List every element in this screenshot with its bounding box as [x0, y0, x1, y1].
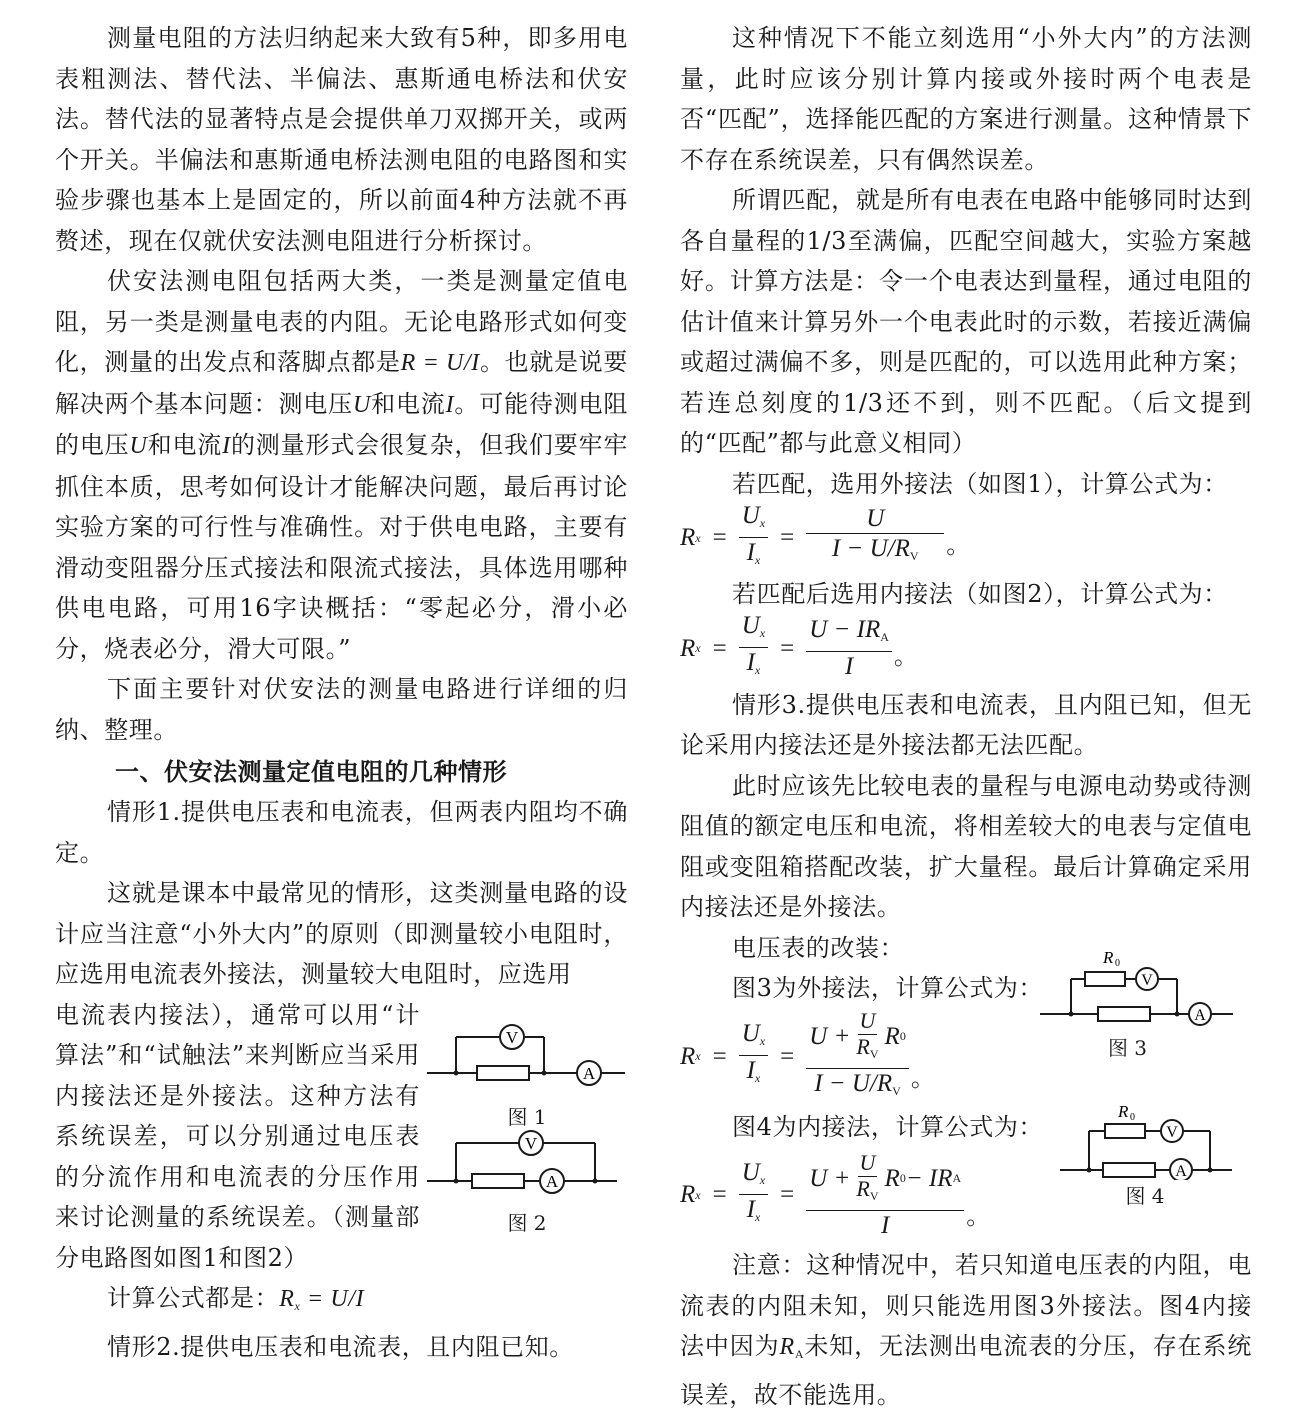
voltmeter-label: V	[1141, 972, 1153, 989]
numerator: U	[741, 1020, 760, 1047]
case2-paragraph: 情形2.提供电压表和电流表，且内阻已知。	[107, 1332, 574, 1361]
subscript: x	[759, 515, 766, 530]
r0-subscript: 0	[1130, 1112, 1135, 1123]
symbol-R: R	[680, 1181, 696, 1208]
case1-paragraph: 情形1.提供电压表和电流表，但两表内阻均不确定。	[55, 798, 628, 867]
equals: =	[712, 1042, 727, 1070]
subscript: V	[892, 1083, 901, 1098]
intro-paragraph: 测量电阻的方法归纳起来大致有5种，即多用电表粗测法、替代法、半偏法、惠斯通电桥法和伏安法。替代法的显著特点是会提供单刀双掷开关，或两个开关。半偏法和惠斯通电桥法测电阻的电路图和实验步骤也基本上是固定的，所以前面4种方法就不再赘述，现在仅就伏安法测电阻进行分析探讨。	[55, 24, 628, 255]
symbol-I: I	[222, 433, 231, 459]
inner-denominator: R	[856, 1175, 870, 1201]
fraction	[806, 1150, 964, 1241]
text-segment: 和电流	[370, 389, 446, 418]
denominator: I	[881, 1211, 890, 1239]
fig4-intro: 图4为内接法，计算公式为：	[732, 1112, 1044, 1141]
subscript: x	[759, 1034, 766, 1048]
denominator: I − U/R	[831, 535, 910, 562]
figure-4-caption: 图 4	[1125, 1184, 1165, 1208]
inner-fraction	[854, 1150, 880, 1208]
r0-label: R	[1103, 948, 1114, 967]
equals: =	[780, 1042, 795, 1070]
figure-4	[1060, 1098, 1235, 1209]
numerator-tail: − IR	[905, 1164, 953, 1192]
subscript: x	[695, 641, 701, 655]
text-segment: 未知，无法测出电流表的分压，存在系统误差，故不能选用。	[680, 1332, 1252, 1409]
subscript: 0	[899, 1171, 906, 1185]
summary-paragraph: 下面主要针对伏安法的测量电路进行详细的归纳、整理。	[55, 675, 628, 744]
formula-internal	[680, 612, 1252, 681]
symbol-I: I	[445, 391, 455, 418]
internal-method-paragraph: 若匹配后选用内接法（如图2），计算公式为：	[732, 580, 1228, 608]
case3-paragraph: 情形3.提供电压表和电流表，且内阻已知，但无论采用内接法还是外接法都无法匹配。	[680, 690, 1252, 759]
figure-3-caption: 图 3	[1107, 1036, 1148, 1060]
fraction	[739, 1159, 768, 1232]
equals: =	[780, 1181, 795, 1208]
numerator: U	[741, 1158, 760, 1186]
symbol-R: R	[279, 1286, 295, 1312]
numerator: U	[866, 505, 885, 532]
subscript: A	[952, 1171, 962, 1185]
numerator: U	[741, 501, 760, 529]
ammeter-label: A	[545, 1171, 559, 1191]
symbol-R: R	[779, 1334, 795, 1360]
subscript-x: x	[294, 1299, 301, 1313]
circuit-diagram-1	[427, 1021, 627, 1101]
circuit-diagram-2	[427, 1129, 627, 1207]
symbol-R: R	[680, 634, 696, 662]
numerator-part: U +	[809, 1164, 851, 1192]
denominator: I	[746, 649, 755, 676]
text-segment: 注意：这种情况中，若只知道电压表的内阻，电流表的内阻未知，则只能选用图3外接法。图4内接法中因为	[680, 1251, 1252, 1360]
r0-subscript: 0	[1115, 958, 1120, 969]
case1-detail-continued: 电流表内接法），通常可以用“计算法”和“试触法”来判断应当采用内接法还是外接法。这种方法有系统误差，可以分别通过电压表的分流作用和电流表的分压作用来讨论测量的系统误差。（测量部分电路图如图1和图2）	[55, 1000, 420, 1272]
note-paragraph	[680, 1245, 1252, 1415]
fraction	[806, 505, 944, 571]
denominator: I	[746, 538, 755, 566]
ammeter-label: A	[1194, 1007, 1206, 1024]
equals: =	[780, 524, 795, 551]
text-segment: 伏安法测电阻包括两大类，一类是测量定值电阻，另一类是测量电表的内阻。无论电路形式如何变化，测量的出发点和落脚点都是	[55, 267, 628, 376]
subscript: x	[759, 1172, 766, 1187]
period: 。	[893, 643, 918, 670]
wrapped-figure-block	[55, 995, 628, 1279]
fraction	[739, 612, 768, 685]
symbol-R0: R	[884, 1164, 900, 1192]
equals: =	[712, 1181, 727, 1208]
period: 。	[946, 533, 971, 559]
symbol-R0: R	[884, 1022, 900, 1050]
subscript: V	[909, 549, 919, 563]
inner-fraction	[854, 1008, 880, 1066]
subscript: x	[754, 1209, 761, 1224]
subscript: x	[695, 1187, 701, 1202]
case1-detail-paragraph: 这就是课本中最常见的情形，这类测量电路的设计应当注意“小外大内”的原则（即测量较小电阻时，应选用电流表外接法，测量较大电阻时，应选用	[55, 879, 628, 988]
voltmeter-label: V	[505, 1027, 519, 1047]
symbol-U: U	[129, 433, 148, 459]
inner-numerator: U	[859, 1149, 876, 1175]
fig3-intro: 图3为外接法，计算公式为：	[732, 974, 1044, 1002]
equals: =	[712, 634, 727, 662]
subscript: x	[695, 530, 701, 545]
numerator-part: U +	[809, 1022, 851, 1050]
figure-2-caption: 图 2	[507, 1210, 547, 1235]
figure-2	[427, 1129, 627, 1236]
fraction	[806, 1008, 909, 1106]
text-segment: 和电流	[147, 431, 223, 459]
fraction	[806, 616, 892, 682]
inner-denominator: R	[856, 1033, 870, 1059]
circuit-diagram-3	[1040, 944, 1235, 1032]
denominator: I	[746, 1195, 755, 1223]
text-segment: 的测量形式会很复杂，但我们要牢牢抓住本质，思考如何设计才能解决问题，最后再讨论实验方案的可行性与准确性。对于供电电路，主要有滑动变阻器分压式接法和限流式接法，具体选用哪种供电电路，可用16字诀概括：“零起必分，滑小必分，烧表必分，滑大可限。”	[55, 431, 628, 663]
matching-intro-paragraph: 这种情况下不能立刻选用“小外大内”的方法测量，此时应该分别计算内接或外接时两个电表是否“匹配”，选择能匹配的方案进行测量。这种情景下不存在系统误差，只有偶然误差。	[680, 24, 1252, 174]
ohm-formula: R = U/I	[400, 350, 480, 376]
fraction	[739, 1020, 768, 1093]
denominator: I	[844, 652, 854, 680]
equals: =	[712, 524, 727, 551]
left-column	[55, 18, 628, 1367]
ammeter-label: A	[582, 1063, 596, 1083]
voltmeter-label: V	[524, 1133, 538, 1153]
subscript: x	[754, 663, 761, 677]
numerator: U	[741, 612, 760, 639]
formula-rest: = U/I	[300, 1286, 365, 1312]
ammeter-label: A	[1175, 1163, 1187, 1180]
circuit-diagram-4	[1060, 1098, 1235, 1180]
subscript-A: A	[794, 1347, 805, 1361]
figure-1-caption: 图 1	[507, 1104, 547, 1129]
symbol-R: R	[680, 524, 696, 551]
section-heading: 一、伏安法测量定值电阻的几种情形	[115, 758, 507, 786]
denominator: I	[746, 1057, 755, 1084]
subscript: x	[695, 1049, 701, 1063]
denominator: I − U/R	[814, 1069, 893, 1097]
numerator: U − IR	[809, 615, 881, 643]
subscript: 0	[899, 1029, 906, 1043]
subscript: x	[759, 626, 766, 640]
figure-3	[1040, 944, 1235, 1061]
external-method-paragraph: 若匹配，选用外接法（如图1），计算公式为：	[732, 469, 1228, 498]
equals: =	[780, 634, 795, 662]
formula-external	[680, 501, 1252, 570]
voltmeter-label: V	[1166, 1124, 1178, 1141]
formula-label: 计算公式都是：	[107, 1284, 280, 1312]
figure-1	[427, 1021, 627, 1130]
period: 。	[910, 1065, 935, 1092]
symbol-R: R	[680, 1042, 696, 1070]
subscript: V	[869, 1188, 879, 1203]
subscript: A	[880, 629, 889, 644]
voltammetry-paragraph	[55, 261, 628, 669]
period: 。	[966, 1204, 991, 1230]
voltmeter-conversion-label: 电压表的改装：	[732, 933, 905, 962]
subscript: x	[754, 1071, 761, 1085]
subscript: V	[869, 1046, 879, 1061]
symbol-U: U	[352, 391, 371, 418]
conversion-paragraph: 此时应该先比较电表的量程与电源电动势或待测阻值的额定电压和电流，将相差较大的电表与定值电阻或变阻箱搭配改装，扩大量程。最后计算确定采用内接法还是外接法。	[680, 771, 1252, 921]
matching-definition-paragraph: 所谓匹配，就是所有电表在电路中能够同时达到各自量程的1/3至满偏，匹配空间越大，实验方案越好。计算方法是：令一个电表达到量程，通过电阻的估计值来计算另外一个电表此时的示数，若接近满偏或超过满偏不多，则是匹配的，可以选用此种方案；若连总刻度的1/3还不到，则不匹配。（后文提到的“匹配”都与此意义相同）	[680, 186, 1252, 457]
inner-numerator: U	[859, 1007, 876, 1033]
formula-line	[55, 1278, 628, 1327]
r0-label: R	[1118, 1102, 1129, 1121]
text-segment: 。也就是说要解决两个基本问题：测电压	[55, 348, 628, 418]
fraction	[739, 502, 768, 575]
subscript: x	[754, 552, 761, 567]
text-segment: 。可能待测电阻的电压	[55, 389, 629, 459]
